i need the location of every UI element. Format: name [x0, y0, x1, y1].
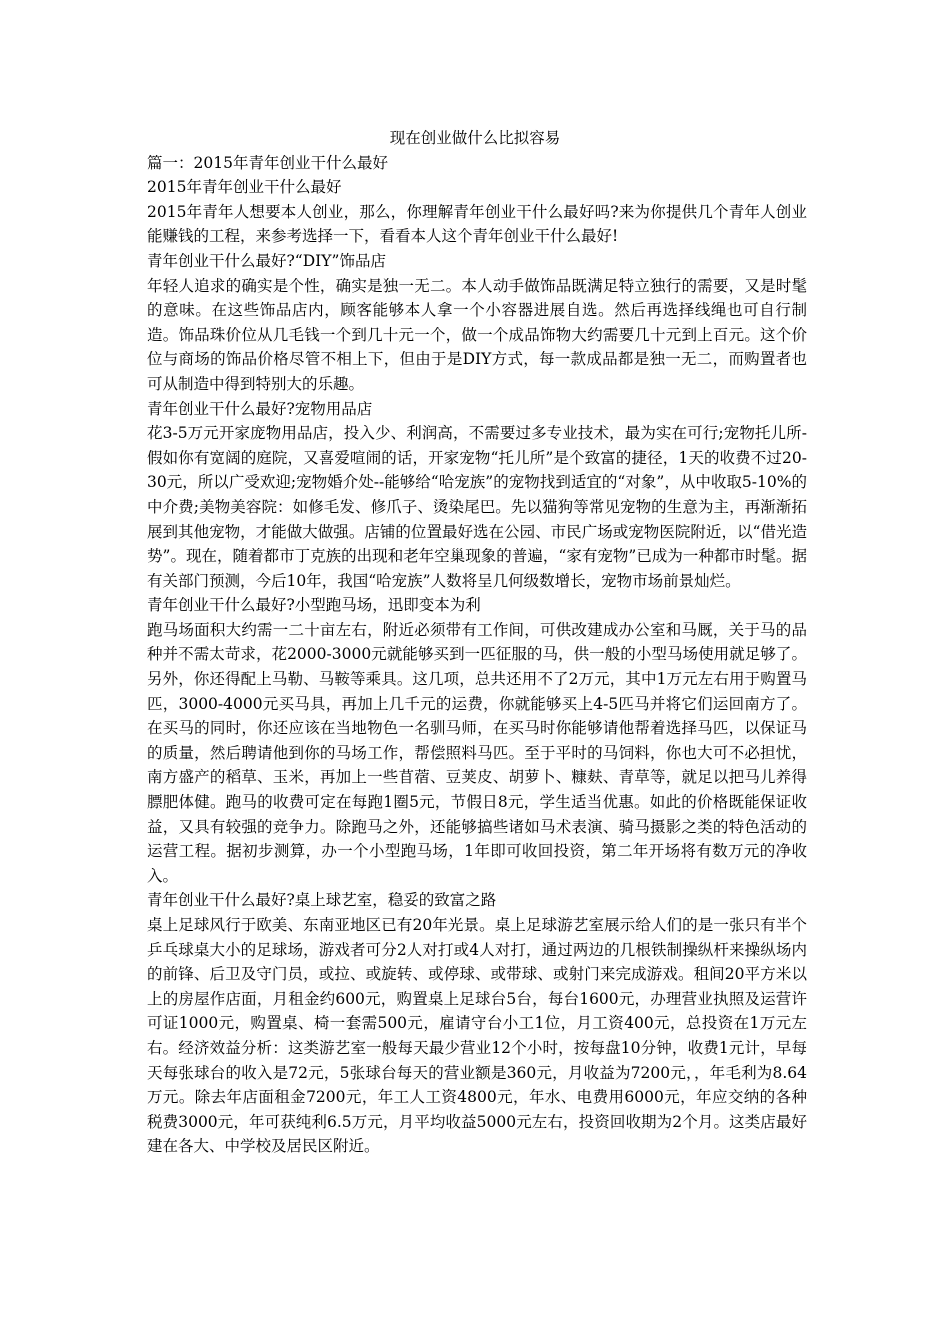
- document-title: 现在创业做什么比拟容易: [389, 129, 561, 147]
- document-page: [143, 126, 807, 1159]
- body-paragraph: 花3-5万元开家庞物用品店，投入少、利润高，不需要过多专业技术，最为实在可行;宠物托儿所-假如你有宽阔的庭院，又喜爱喧闹的话，开家宠物“托儿所”是个致富的捷径，1天的收费不过20-30元，所以广受欢迎;宠物婚介处--能够给“哈宠族”的宠物找到适宜的“对象”，从中收取5-10%的中介费;美物美容院：如修毛发、修爪子、烫染尾巴。先以猫狗等常见宠物的生意为主，再渐渐拓展到其他宠物，才能做大做强。店铺的位置最好选在公园、市民广场或宠物医院附近，以“借光造势”。现在，随着都市丁克族的出现和老年空巢现象的普遍，“家有宠物”已成为一种都市时髦。据有关部门预测，今后10年，我国“哈宠族”人数将呈几何级数增长，宠物市场前景灿烂。: [147, 424, 807, 590]
- body-paragraph: 2015年青年人想要本人创业，那么，你理解青年创业干什么最好吗?来为你提供几个青年人创业能赚钱的工程，来参考选择一下，看看本人这个青年创业干什么最好!: [147, 202, 807, 246]
- section-heading: 青年创业干什么最好?桌上球艺室，稳妥的致富之路: [147, 891, 497, 910]
- body-paragraph: 桌上足球风行于欧美、东南亚地区已有20年光景。桌上足球游艺室展示给人们的是一张只有半个乒乓球桌大小的足球场，游戏者可分2人对打或4人对打，通过两边的几根铁制操纵杆来操纵场内的前锋、后卫及守门员，或拉、或旋转、或停球、或带球、或射门来完成游戏。租间20平方米以上的房屋作店面，月租金约600元，购置桌上足球台5台，每台1600元，办理营业执照及运营许可证1000元，购置桌、椅一套需500元，雇请守台小工1位，月工资400元，总投资在1万元左右。经济效益分析：这类游艺室一般每天最少营业12个小时，按每盘10分钟，收费1元计，早每天每张球台的收入是72元，5张球台每天的营业额是360元，月收益为7200元，，年毛利为8.64万元。除去年店面租金7200元，年工人工资4800元，年水、电费用6000元，年应交纳的各种税费3000元，年可获纯利6.5万元，月平均收益5000元左右，投资回收期为2个月。这类店最好建在各大、中学校及居民区附近。: [147, 916, 807, 1156]
- section-heading: 青年创业干什么最好?“DIY”饰品店: [147, 251, 386, 270]
- section-heading: 篇一：2015年青年创业干什么最好: [147, 153, 388, 172]
- section-heading: 青年创业干什么最好?宠物用品店: [147, 399, 373, 418]
- section-heading: 青年创业干什么最好?小型跑马场，迅即变本为利: [147, 596, 481, 615]
- body-paragraph: 年轻人追求的确实是个性，确实是独一无二。本人动手做饰品既满足特立独行的需要，又是时髦的意味。在这些饰品店内，顾客能够本人拿一个小容器进展自选。然后再选择线绳也可自行制造。饰品珠价位从几毛钱一个到几十元一个，做一个成品饰物大约需要几十元到上百元。这个价位与商场的饰品价格尽管不相上下，但由于是DIY方式，每一款成品都是独一无二，而购置者也可从制造中得到特别大的乐趣。: [147, 276, 807, 393]
- section-heading: 2015年青年创业干什么最好: [147, 178, 342, 197]
- body-paragraph: 跑马场面积大约需一二十亩左右，附近必须带有工作间，可供改建成办公室和马厩，关于马的品种并不需太苛求，花2000-3000元就能够买到一匹征服的马，供一般的小型马场使用就足够了。另外，你还得配上马勒、马鞍等乘具。这几项，总共还用不了2万元，其中1万元左右用于购置马匹，3000-4000元买马具，再加上几千元的运费，你就能够买上4-5匹马并将它们运回南方了。在买马的同时，你还应该在当地物色一名驯马师，在买马时你能够请他帮着选择马匹，以保证马的质量，然后聘请他到你的马场工作，帮偿照料马匹。至于平时的马饲料，你也大可不必担忧，南方盛产的稻草、玉米，再加上一些苜蓿、豆荚皮、胡萝卜、糠麸、青草等，就足以把马儿养得膘肥体健。跑马的收费可定在每跑1圈5元，节假日8元，学生适当优惠。如此的价格既能保证收益，又具有较强的竞争力。除跑马之外，还能够搞些诸如马术表演、骑马摄影之类的特色活动的运营工程。据初步测算，办一个小型跑马场，1年即可收回投资，第二年开场将有数万元的净收入。: [147, 620, 807, 885]
